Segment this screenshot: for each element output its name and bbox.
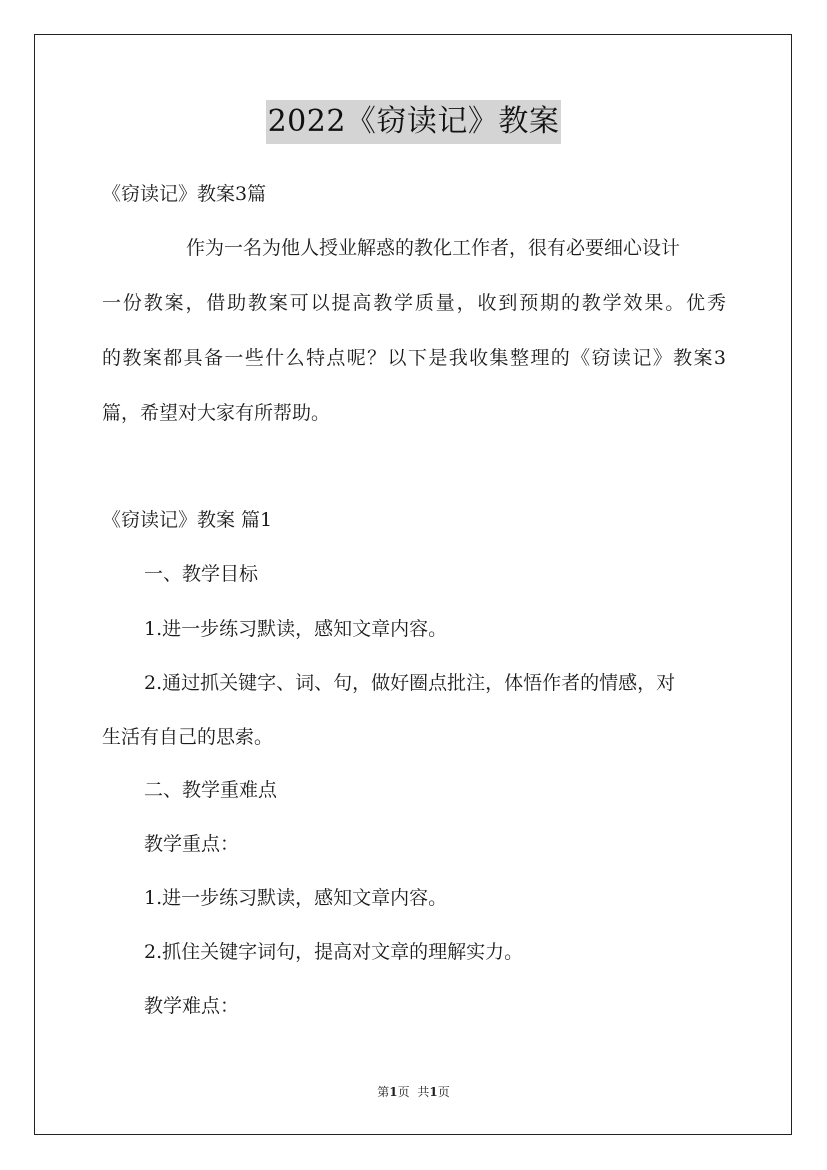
intro-line-2: 一份教案，借助教案可以提高教学质量，收到预期的教学效果。优秀 <box>102 292 726 314</box>
key-point-item-1: 1.进一步练习默读，感知文章内容。 <box>144 887 448 909</box>
heading-goals: 一、教学目标 <box>144 563 259 585</box>
heading-key-points: 二、教学重难点 <box>144 779 278 801</box>
footer-total-number: 1 <box>429 1085 438 1099</box>
document-subtitle: 《窃读记》教案3篇 <box>102 183 267 205</box>
section-heading: 《窃读记》教案 篇1 <box>102 509 273 531</box>
goal-item-2-continued: 生活有自己的思索。 <box>102 726 274 748</box>
difficulty-label: 教学难点： <box>144 995 240 1017</box>
footer-page-prefix: 第 <box>377 1085 390 1099</box>
document-title: 2022《窃读记》教案 <box>266 100 562 144</box>
intro-line-4: 篇，希望对大家有所帮助。 <box>102 402 331 424</box>
footer-total-prefix: 共 <box>417 1085 430 1099</box>
key-point-item-2: 2.抓住关键字词句，提高对文章的理解实力。 <box>144 941 524 963</box>
page-footer <box>0 1083 827 1101</box>
intro-line-1: 作为一名为他人授业解惑的教化工作者，很有必要细心设计 <box>186 237 681 259</box>
goal-item-2: 2.通过抓关键字、词、句，做好圈点批注，体悟作者的情感，对 <box>144 672 676 694</box>
key-points-label: 教学重点： <box>144 833 240 855</box>
footer-page-number: 1 <box>389 1085 398 1099</box>
title-container <box>0 100 827 144</box>
footer-total-suffix: 页 <box>437 1085 450 1099</box>
intro-line-3: 的教案都具备一些什么特点呢？以下是我收集整理的《窃读记》教案3 <box>102 347 726 369</box>
goal-item-1: 1.进一步练习默读，感知文章内容。 <box>144 618 448 640</box>
footer-page-suffix: 页 <box>397 1085 410 1099</box>
